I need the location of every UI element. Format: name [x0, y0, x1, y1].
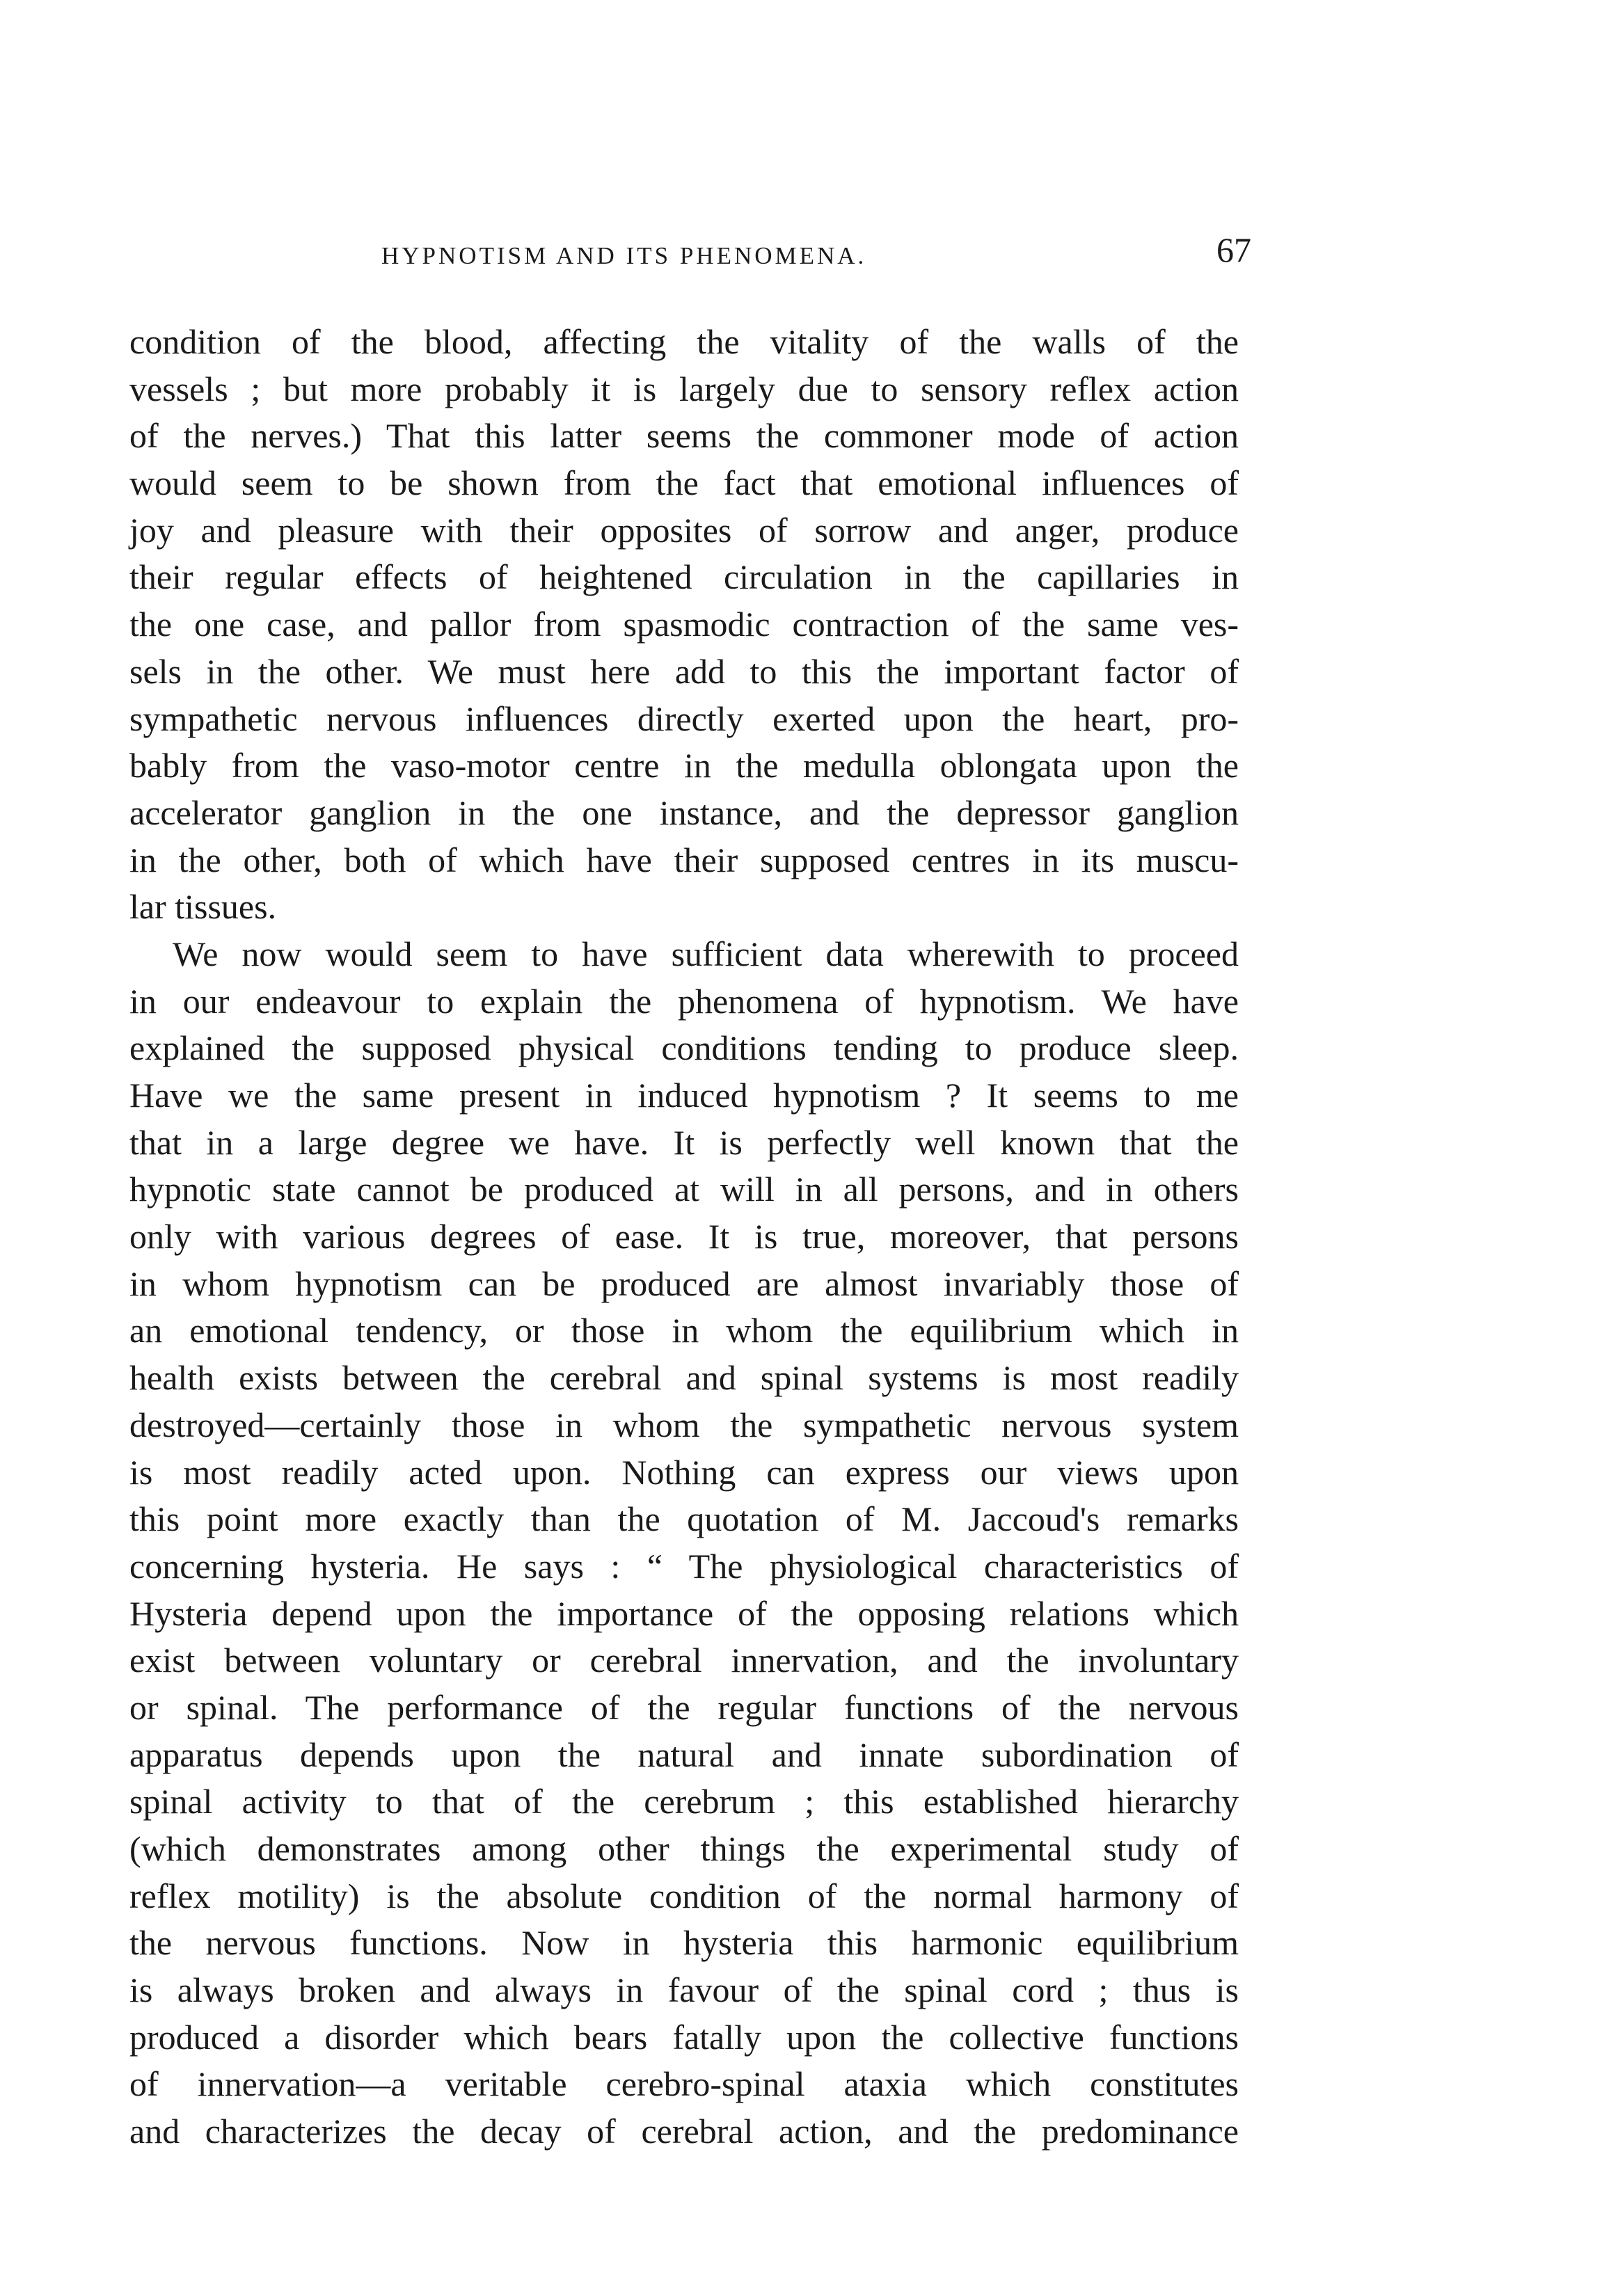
text-line: explained the supposed physical conditions tending to produce sleep.	[129, 1028, 1239, 1068]
text-line: hypnotic state cannot be produced at will in all persons, and in others	[129, 1170, 1239, 1209]
page-number: 67	[1216, 230, 1251, 269]
text-line: vessels ; but more probably it is largely due to sensory reflex action	[129, 369, 1239, 408]
text-line: Have we the same present in induced hypnotism ? It seems to me	[129, 1076, 1239, 1115]
text-line: in the other, both of which have their supposed centres in its muscu-	[129, 840, 1239, 879]
text-line: sympathetic nervous influences directly exerted upon the heart, pro-	[129, 699, 1239, 738]
text-line: joy and pleasure with their opposites of sorrow and anger, produce	[129, 510, 1239, 550]
text-line: is most readily acted upon. Nothing can express our views upon	[129, 1452, 1239, 1492]
text-line: this point more exactly than the quotation of M. Jaccoud's remarks	[129, 1499, 1239, 1539]
text-line: of innervation—a veritable cerebro-spinal ataxia which constitutes	[129, 2064, 1239, 2104]
text-line: of the nerves.) That this latter seems the commoner mode of action	[129, 416, 1239, 456]
text-line: in whom hypnotism can be produced are almost invariably those of	[129, 1263, 1239, 1303]
text-line: concerning hysteria. He says : “ The physiological characteristics of	[129, 1546, 1239, 1586]
text-line: an emotional tendency, or those in whom the equilibrium which in	[129, 1311, 1239, 1350]
body-text	[129, 319, 1239, 2155]
text-line: sels in the other. We must here add to this the important factor of	[129, 651, 1239, 691]
text-line: (which demonstrates among other things the experimental study of	[129, 1829, 1239, 1868]
text-line: destroyed—certainly those in whom the sympathetic nervous system	[129, 1405, 1239, 1444]
text-line: Hysteria depend upon the importance of the opposing relations which	[129, 1593, 1239, 1633]
text-line: exist between voluntary or cerebral innervation, and the involuntary	[129, 1641, 1239, 1680]
text-line: the one case, and pallor from spasmodic contraction of the same ves-	[129, 605, 1239, 644]
text-line: apparatus depends upon the natural and innate subordination of	[129, 1735, 1239, 1774]
text-line: is always broken and always in favour of the spinal cord ; thus is	[129, 1970, 1239, 2010]
text-line: their regular effects of heightened circulation in the capillaries in	[129, 557, 1239, 597]
text-line: in our endeavour to explain the phenomena of hypnotism. We have	[129, 981, 1239, 1021]
text-line: bably from the vaso-motor centre in the medulla oblongata upon the	[129, 746, 1239, 786]
text-line: that in a large degree we have. It is perfectly well known that the	[129, 1122, 1239, 1162]
text-line: only with various degrees of ease. It is true, moreover, that persons	[129, 1217, 1239, 1257]
text-line: health exists between the cerebral and spinal systems is most readily	[129, 1358, 1239, 1398]
text-line: lar tissues.	[129, 887, 277, 927]
text-line: the nervous functions. Now in hysteria this harmonic equilibrium	[129, 1923, 1239, 1963]
text-line: or spinal. The performance of the regular functions of the nervous	[129, 1687, 1239, 1727]
text-line: We now would seem to have sufficient data wherewith to proceed	[173, 934, 1239, 973]
text-line: accelerator ganglion in the one instance, and the depressor ganglion	[129, 792, 1239, 832]
running-head: HYPNOTISM AND ITS PHENOMENA.	[381, 242, 867, 269]
text-line: would seem to be shown from the fact that emotional influences of	[129, 463, 1239, 503]
text-line: reflex motility) is the absolute condition of the normal harmony of	[129, 1876, 1239, 1915]
text-line: produced a disorder which bears fatally upon the collective functions	[129, 2017, 1239, 2057]
text-line: and characterizes the decay of cerebral action, and the predominance	[129, 2112, 1239, 2151]
text-line: spinal activity to that of the cerebrum ; this established hierarchy	[129, 1782, 1239, 1821]
text-line: condition of the blood, affecting the vitality of the walls of the	[129, 322, 1239, 361]
